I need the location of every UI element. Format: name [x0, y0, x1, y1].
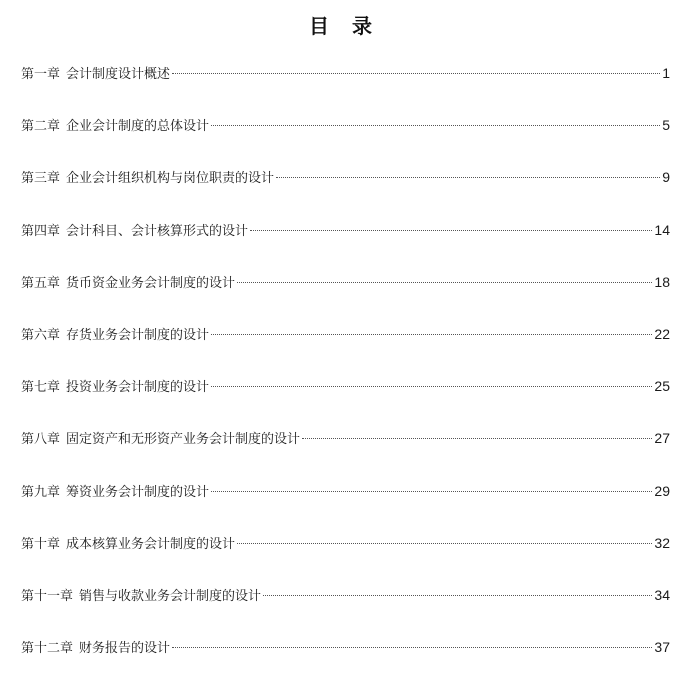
toc-entry[interactable]: [21, 321, 670, 373]
dot-leader: [302, 438, 652, 439]
toc-chapter-name: 筹资业务会计制度的设计: [66, 484, 210, 500]
toc-chapter-name: 企业会计组织机构与岗位职责的设计: [66, 171, 275, 187]
toc-page-number: 29: [654, 482, 670, 499]
toc-entry[interactable]: [21, 217, 670, 269]
toc-chapter-name: 会计科目、会计核算形式的设计: [66, 223, 249, 239]
toc-entry[interactable]: [21, 634, 670, 686]
toc-list: [21, 60, 670, 686]
toc-entry[interactable]: [21, 164, 670, 216]
toc-chapter-name: 存货业务会计制度的设计: [66, 327, 210, 343]
toc-chapter-number: 第三章: [21, 171, 61, 187]
toc-chapter-name: 企业会计制度的总体设计: [66, 119, 210, 135]
toc-chapter-number: 第十二章: [21, 641, 74, 657]
toc-chapter-number: 第十章: [21, 536, 61, 552]
toc-chapter-number: 第五章: [21, 275, 61, 291]
toc-entry[interactable]: [21, 60, 670, 112]
toc-chapter-name: 投资业务会计制度的设计: [66, 380, 210, 396]
toc-page-number: 32: [654, 534, 670, 551]
toc-chapter-number: 第八章: [21, 432, 61, 448]
dot-leader: [250, 230, 652, 231]
dot-leader: [263, 595, 652, 596]
toc-chapter-name: 会计制度设计概述: [66, 67, 171, 82]
toc-chapter-number: 第十一章: [21, 588, 74, 604]
dot-leader: [211, 334, 652, 335]
toc-page-number: 1: [662, 65, 670, 81]
dot-leader: [237, 282, 652, 283]
dot-leader: [172, 73, 660, 74]
dot-leader: [211, 386, 652, 387]
toc-page-number: 9: [662, 169, 670, 186]
toc-page-number: 37: [654, 639, 670, 656]
toc-page-number: 18: [654, 273, 670, 290]
toc-entry[interactable]: [21, 478, 670, 530]
toc-page-number: 22: [654, 325, 670, 342]
toc-page-number: 5: [662, 117, 670, 134]
dot-leader: [211, 125, 660, 126]
toc-chapter-number: 第四章: [21, 223, 61, 239]
toc-page-number: 34: [654, 586, 670, 603]
toc-chapter-name: 销售与收款业务会计制度的设计: [79, 588, 262, 604]
toc-chapter-number: 第二章: [21, 119, 61, 135]
toc-chapter-name: 成本核算业务会计制度的设计: [66, 536, 236, 552]
dot-leader: [211, 491, 652, 492]
toc-page-number: 25: [654, 378, 670, 395]
dot-leader: [276, 177, 660, 178]
toc-entry[interactable]: [21, 582, 670, 634]
toc-page-number: 27: [654, 430, 670, 447]
toc-page-number: 14: [654, 221, 670, 238]
toc-chapter-number: 第一章: [21, 67, 61, 82]
toc-chapter-number: 第七章: [21, 380, 61, 396]
dot-leader: [237, 543, 652, 544]
toc-entry[interactable]: [21, 373, 670, 425]
toc-chapter-number: 第九章: [21, 484, 61, 500]
toc-chapter-number: 第六章: [21, 327, 61, 343]
toc-title: 目 录: [309, 14, 380, 38]
toc-entry[interactable]: [21, 269, 670, 321]
toc-chapter-name: 固定资产和无形资产业务会计制度的设计: [66, 432, 301, 448]
toc-entry[interactable]: [21, 530, 670, 582]
toc-chapter-name: 货币资金业务会计制度的设计: [66, 275, 236, 291]
toc-entry[interactable]: [21, 425, 670, 477]
toc-entry[interactable]: [21, 112, 670, 164]
dot-leader: [172, 647, 652, 648]
toc-chapter-name: 财务报告的设计: [79, 641, 171, 657]
